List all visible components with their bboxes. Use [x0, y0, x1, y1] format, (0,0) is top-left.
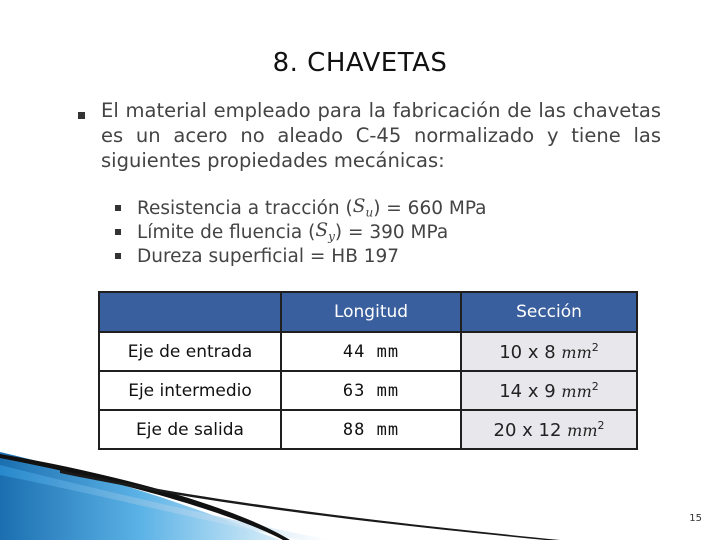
property-value: = HB 197	[309, 245, 400, 267]
table-header-row	[99, 292, 637, 332]
row-longitud-cell: 88 mm	[281, 410, 461, 449]
property-value: = 660 MPa	[386, 197, 487, 219]
row-seccion-cell: 10 x 8 $mm^2$	[461, 332, 637, 371]
row-name-cell: Eje de entrada	[99, 332, 281, 371]
property-item-hardness	[115, 244, 487, 268]
row-name-cell: Eje intermedio	[99, 371, 281, 410]
main-paragraph: El material empleado para la fabricación de las chavetas es un acero no aleado C-45 normalizado y tiene las siguientes propiedades mecánicas:	[101, 99, 661, 172]
table-header-empty	[99, 292, 281, 332]
keys-table	[98, 291, 638, 450]
slide-title: 8. CHAVETAS	[272, 48, 448, 78]
property-label: Límite de fluencia	[137, 221, 303, 243]
bullet-square-icon	[115, 253, 121, 259]
main-bullet	[78, 104, 100, 126]
row-name-cell: Eje de salida	[99, 410, 281, 449]
table-header-seccion: Sección	[461, 292, 637, 332]
property-symbol: $S_y$	[315, 220, 335, 244]
bullet-square-icon	[115, 205, 121, 211]
bullet-square-icon	[115, 229, 121, 235]
table-row	[99, 332, 637, 371]
properties-list	[115, 196, 487, 268]
row-longitud-cell: 44 mm	[281, 332, 461, 371]
page-number: 15	[689, 513, 702, 524]
table-row	[99, 371, 637, 410]
property-item-yield: Límite de fluencia ( $S_y$ ) = 390 MPa	[115, 220, 487, 244]
property-item-tensile: Resistencia a tracción ( $S_u$ ) = 660 MPa	[115, 196, 487, 220]
row-longitud-cell: 63 mm	[281, 371, 461, 410]
decorative-swoosh	[0, 440, 720, 540]
row-seccion-cell: 14 x 9 $mm^2$	[461, 371, 637, 410]
bullet-square-icon	[78, 112, 85, 119]
property-label: Dureza superficial	[137, 245, 305, 267]
property-label: Resistencia a tracción	[137, 197, 340, 219]
property-symbol: $S_u$	[352, 196, 374, 220]
property-value: = 390 MPa	[347, 221, 449, 243]
row-seccion-cell: 20 x 12 $mm^2$	[461, 410, 637, 449]
table-header-longitud: Longitud	[281, 292, 461, 332]
